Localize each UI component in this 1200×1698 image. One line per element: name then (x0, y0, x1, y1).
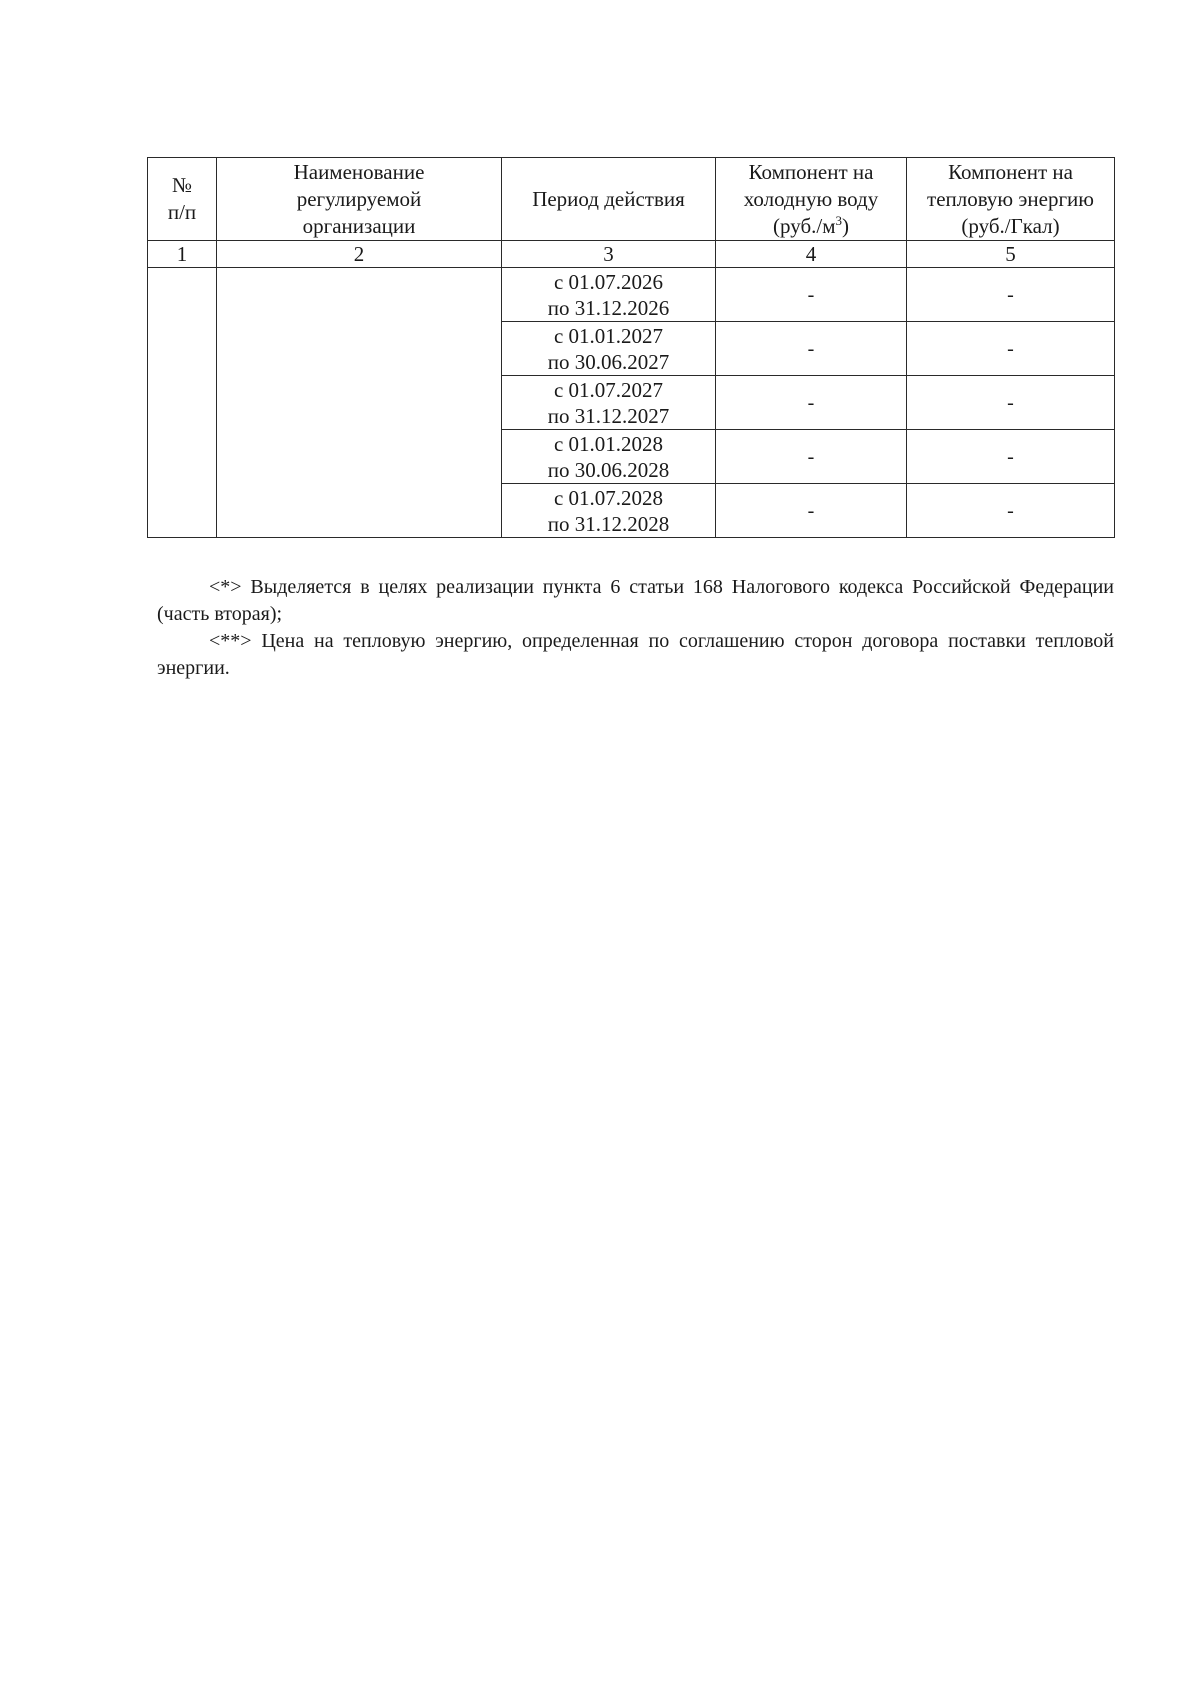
tariff-table (147, 157, 1115, 538)
header-cold-water: Компонент на холодную воду $(руб./м^3)$ (716, 158, 907, 241)
number-cell (148, 268, 217, 538)
period-cell: с 01.07.2026 по 31.12.2026 (502, 268, 716, 322)
header-heat-energy: Компонент на тепловую энергию (руб./Гкал) (907, 158, 1115, 241)
header-number: № п/п (148, 158, 217, 241)
heat-energy-cell: - (907, 430, 1115, 484)
period-cell: с 01.07.2028 по 31.12.2028 (502, 484, 716, 538)
column-number: 2 (217, 241, 502, 268)
column-number: 3 (502, 241, 716, 268)
cold-water-cell: - (716, 322, 907, 376)
period-cell: с 01.01.2027 по 30.06.2027 (502, 322, 716, 376)
cold-water-cell: - (716, 484, 907, 538)
heat-energy-cell: - (907, 268, 1115, 322)
column-number-row (148, 241, 1115, 268)
column-number: 5 (907, 241, 1115, 268)
period-cell: с 01.07.2027 по 31.12.2027 (502, 376, 716, 430)
footnotes (157, 574, 1114, 682)
column-number: 4 (716, 241, 907, 268)
column-number: 1 (148, 241, 217, 268)
cold-water-cell: - (716, 376, 907, 430)
cold-water-cell: - (716, 430, 907, 484)
organization-cell (217, 268, 502, 538)
header-row (148, 158, 1115, 241)
header-organization: Наименование регулируемой организации (217, 158, 502, 241)
heat-energy-cell: - (907, 322, 1115, 376)
heat-energy-cell: - (907, 484, 1115, 538)
heat-energy-cell: - (907, 376, 1115, 430)
cold-water-cell: - (716, 268, 907, 322)
footnote-vat: <*> Выделяется в целях реализации пункта 6 статьи 168 Налогового кодекса Российской Федерации (часть вторая); (157, 576, 1114, 625)
table-row (148, 268, 1115, 322)
period-cell: с 01.01.2028 по 30.06.2028 (502, 430, 716, 484)
footnote-heat-price: <**> Цена на тепловую энергию, определенная по соглашению сторон договора поставки тепловой энергии. (157, 630, 1114, 679)
header-period: Период действия (502, 158, 716, 241)
